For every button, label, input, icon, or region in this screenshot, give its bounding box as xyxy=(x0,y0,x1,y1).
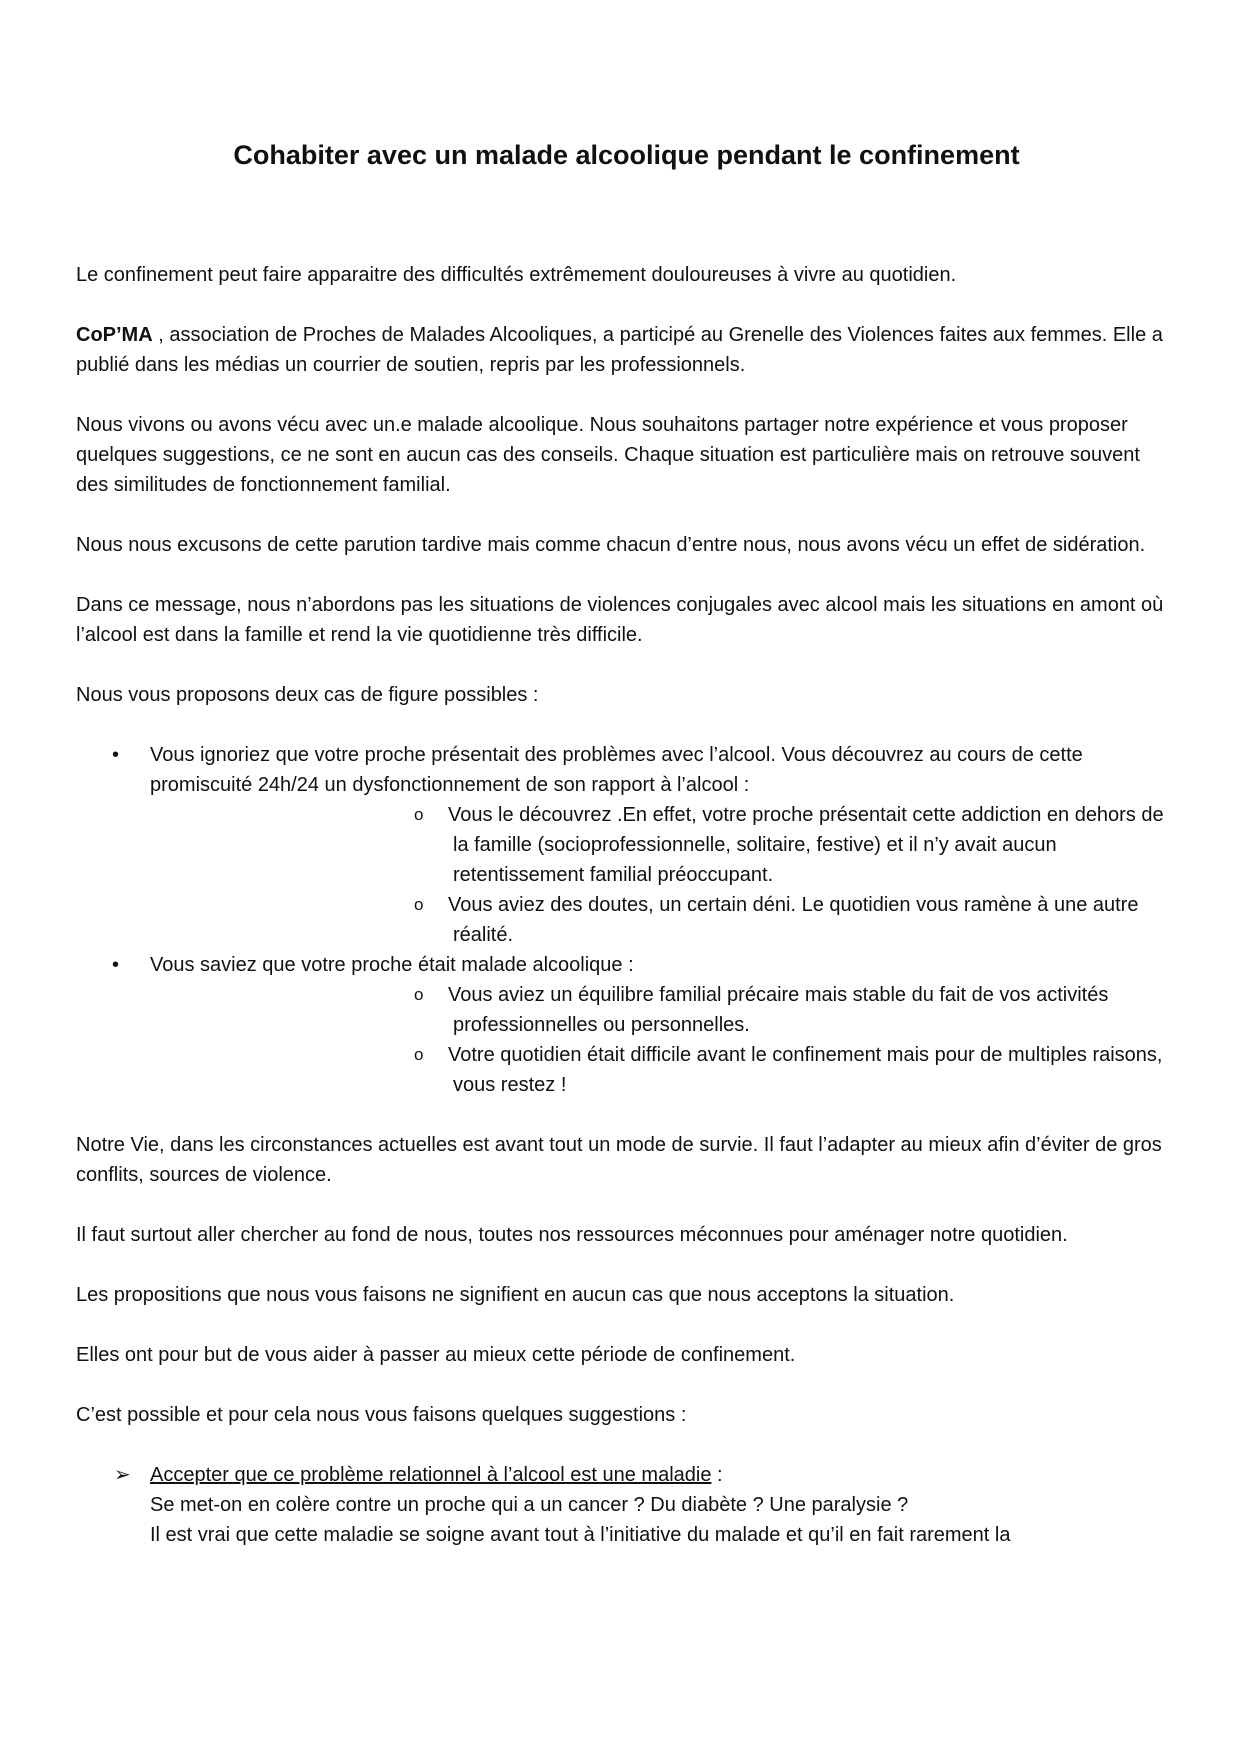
bullet-icon: • xyxy=(112,744,120,766)
sub-item xyxy=(150,890,1167,950)
suggestion-item xyxy=(76,1460,1167,1550)
circle-bullet-icon: o xyxy=(414,1045,424,1064)
paragraph-scope: Dans ce message, nous n’abordons pas les situations de violences conjugales avec alcool mais les situations en amont où l’alcool est dans la famille et rend la vie quotidienne très difficile. xyxy=(76,594,1164,646)
paragraph-survival: Notre Vie, dans les circonstances actuelles est avant tout un mode de survie. Il faut l’adapter au mieux afin d’éviter de gros conflits, sources de violence. xyxy=(76,1134,1162,1186)
paragraph-experience: Nous vivons ou avons vécu avec un.e malade alcoolique. Nous souhaitons partager notre expérience et vous proposer quelques suggestions, ce ne sont en aucun cas des conseils. Chaque situation est particulière mais on retrouve souvent des similitudes de fonctionnement familial. xyxy=(76,414,1140,496)
copma-description: , association de Proches de Malades Alcooliques, a participé au Grenelle des Violences faites aux femmes. Elle a publié dans les médias un courrier de soutien, repris par les professionnels. xyxy=(76,324,1163,376)
circle-bullet-icon: o xyxy=(414,985,424,1004)
cases-list xyxy=(76,740,1167,1100)
paragraph-cases-intro: Nous vous proposons deux cas de figure possibles : xyxy=(76,684,539,706)
suggestions-list xyxy=(76,1460,1167,1550)
document-title: Cohabiter avec un malade alcoolique pendant le confinement xyxy=(233,140,1020,170)
sub-text: Votre quotidien était difficile avant le confinement mais pour de multiples raisons, vous restez ! xyxy=(448,1044,1163,1096)
case-item xyxy=(76,740,1167,950)
suggestion-line: Il est vrai que cette maladie se soigne avant tout à l’initiative du malade et qu’il en fait rarement la xyxy=(150,1524,1011,1546)
suggestion-heading: Accepter que ce problème relationnel à l’alcool est une maladie xyxy=(150,1464,712,1486)
suggestion-heading-line xyxy=(150,1460,1167,1490)
suggestion-heading-suffix: : xyxy=(711,1464,723,1486)
case-text: Vous saviez que votre proche était malade alcoolique : xyxy=(150,954,634,976)
case-item xyxy=(76,950,1167,1100)
case-text: Vous ignoriez que votre proche présentait des problèmes avec l’alcool. Vous découvrez au cours de cette promiscuité 24h/24 un dysfonctionnement de son rapport à l’alcool : xyxy=(150,744,1083,796)
paragraph-resources: Il faut surtout aller chercher au fond de nous, toutes nos ressources méconnues pour aménager notre quotidien. xyxy=(76,1224,1068,1246)
copma-name: CoP’MA xyxy=(76,324,153,346)
sub-text: Vous aviez des doutes, un certain déni. Le quotidien vous ramène à une autre réalité. xyxy=(448,894,1139,946)
bullet-icon: • xyxy=(112,954,120,976)
sub-text: Vous aviez un équilibre familial précaire mais stable du fait de vos activités professionnelles ou personnelles. xyxy=(448,984,1109,1036)
paragraph-purpose: Elles ont pour but de vous aider à passer au mieux cette période de confinement. xyxy=(76,1344,796,1366)
paragraph-copma xyxy=(76,320,1167,380)
suggestion-line: Se met-on en colère contre un proche qui a un cancer ? Du diabète ? Une paralysie ? xyxy=(150,1494,909,1516)
sub-list xyxy=(150,800,1167,950)
arrow-bullet-icon: ➢ xyxy=(114,1464,131,1486)
sub-text: Vous le découvrez .En effet, votre proche présentait cette addiction en dehors de la famille (socioprofessionnelle, solitaire, festive) et il n’y avait aucun retentissement familial préoccupant. xyxy=(448,804,1164,886)
paragraph-excuse: Nous nous excusons de cette parution tardive mais comme chacun d’entre nous, nous avons vécu un effet de sidération. xyxy=(76,534,1146,556)
paragraph-suggestions-intro: C’est possible et pour cela nous vous faisons quelques suggestions : xyxy=(76,1404,687,1426)
circle-bullet-icon: o xyxy=(414,805,424,824)
sub-item xyxy=(150,980,1167,1040)
sub-item xyxy=(150,800,1167,890)
sub-item xyxy=(150,1040,1167,1100)
paragraph-propositions: Les propositions que nous vous faisons ne signifient en aucun cas que nous acceptons la situation. xyxy=(76,1284,955,1306)
circle-bullet-icon: o xyxy=(414,895,424,914)
sub-list xyxy=(150,980,1167,1100)
paragraph-intro: Le confinement peut faire apparaitre des difficultés extrêmement douloureuses à vivre au quotidien. xyxy=(76,264,957,286)
